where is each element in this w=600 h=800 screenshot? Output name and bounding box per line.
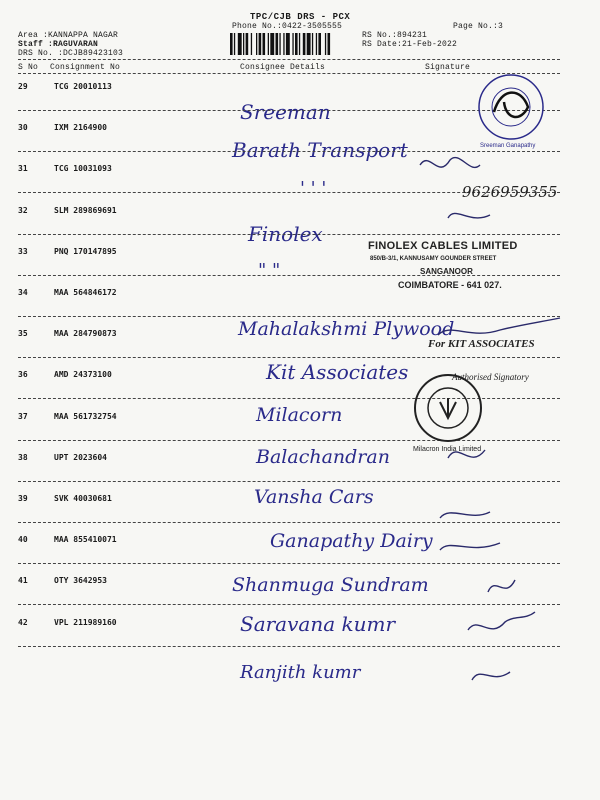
col-consignment: Consignment No xyxy=(50,63,121,72)
signature-mark xyxy=(438,318,560,335)
handwritten-phone: 9626959355 xyxy=(462,183,558,201)
row-consignee-handwriting: Shanmuga Sundram xyxy=(232,574,429,596)
row-consignment-number: VPL 211989160 xyxy=(54,617,117,627)
kit-stamp-name: For KIT ASSOCIATES xyxy=(428,338,535,350)
row-serial-number: 35 xyxy=(18,329,28,339)
row-consignee-handwriting: Ganapathy Dairy xyxy=(270,530,433,552)
row-consignee-handwriting: Ranjith kumr xyxy=(240,662,361,683)
signature-mark xyxy=(448,213,490,218)
row-consignment-number: OTY 3642953 xyxy=(54,576,107,586)
staff-label: Staff :RAGUVARAN xyxy=(18,40,99,49)
row-consignee-handwriting: Saravana kumr xyxy=(240,612,396,636)
sheet-title: TPC/CJB DRS - PCX xyxy=(250,12,351,22)
signature-mark xyxy=(420,158,480,168)
row-serial-number: 38 xyxy=(18,452,28,462)
row-consignee-handwriting: " " xyxy=(258,260,281,281)
row-consignee-handwriting: Finolex xyxy=(248,222,323,246)
row-consignee-handwriting: Mahalakshmi Plywood xyxy=(238,318,455,340)
row-consignee-handwriting: Balachandran xyxy=(256,446,390,468)
row-consignment-number: MAA 564846172 xyxy=(54,288,117,297)
stamp-line: 850/B-3/1, KANNUSAMY GOUNDER STREET xyxy=(370,256,497,262)
row-consignment-number: TCG 20010113 xyxy=(54,82,112,91)
row-consignment-number: SVK 40030681 xyxy=(54,494,112,503)
stamp-line: SANGANOOR xyxy=(420,267,473,276)
phone-number: Phone No.:0422-3505555 xyxy=(232,22,343,31)
signature-mark xyxy=(468,612,535,630)
area-label: Area :KANNAPPA NAGAR xyxy=(18,31,119,40)
row-consignment-number: IXM 2164900 xyxy=(54,123,107,133)
row-consignee-handwriting: Kit Associates xyxy=(266,360,409,384)
row-serial-number: 33 xyxy=(18,246,28,256)
col-sno: S No xyxy=(18,63,39,72)
row-consignment-number: MAA 855410071 xyxy=(54,535,117,545)
signature-mark xyxy=(440,512,490,518)
page-number: Page No.:3 xyxy=(453,22,504,31)
row-consignee-handwriting: Barath Transport xyxy=(232,138,408,162)
col-consignee: Consignee Details xyxy=(240,63,326,72)
row-consignee-handwriting: ' ' ' xyxy=(300,178,327,199)
row-consignment-number: PNQ 170147895 xyxy=(54,246,117,256)
rs-number: RS No.:894231 xyxy=(362,31,428,40)
signature-mark xyxy=(488,580,515,592)
row-consignee-handwriting: Vansha Cars xyxy=(254,486,374,508)
row-consignment-number: UPT 2023604 xyxy=(54,452,107,462)
sreeman-seal-text: Sreeman Ganapathy xyxy=(480,143,536,149)
signature-mark xyxy=(448,450,485,458)
row-serial-number: 32 xyxy=(18,205,28,215)
kit-stamp-signatory: Authorised Signatory xyxy=(452,372,529,382)
row-serial-number: 39 xyxy=(18,494,28,503)
row-consignment-number: MAA 284790873 xyxy=(54,329,117,339)
row-consignee-handwriting: Sreeman xyxy=(240,100,331,124)
row-serial-number: 41 xyxy=(18,576,28,586)
row-consignment-number: AMD 24373100 xyxy=(54,370,112,380)
signature-mark xyxy=(472,672,510,680)
stamp-line: COIMBATORE - 641 027. xyxy=(398,280,502,290)
signature-mark xyxy=(440,543,500,550)
row-serial-number: 30 xyxy=(18,123,28,133)
row-consignment-number: TCG 10031093 xyxy=(54,164,112,174)
row-serial-number: 31 xyxy=(18,164,28,174)
row-serial-number: 37 xyxy=(18,411,28,421)
row-serial-number: 36 xyxy=(18,370,28,380)
row-consignment-number: SLM 289869691 xyxy=(54,205,117,215)
row-serial-number: 40 xyxy=(18,535,28,545)
row-serial-number: 29 xyxy=(18,82,28,91)
row-serial-number: 42 xyxy=(18,617,28,627)
milacron-seal-text: Milacron India Limited xyxy=(413,446,482,453)
row-consignment-number: MAA 561732754 xyxy=(54,411,117,421)
stamp-line: FINOLEX CABLES LIMITED xyxy=(368,240,518,252)
rs-date: RS Date:21-Feb-2022 xyxy=(362,40,458,49)
drs-number: DRS No. :DCJB89423103 xyxy=(18,49,124,58)
col-signature: Signature xyxy=(425,63,471,72)
row-serial-number: 34 xyxy=(18,288,28,297)
row-consignee-handwriting: Milacorn xyxy=(256,404,343,426)
